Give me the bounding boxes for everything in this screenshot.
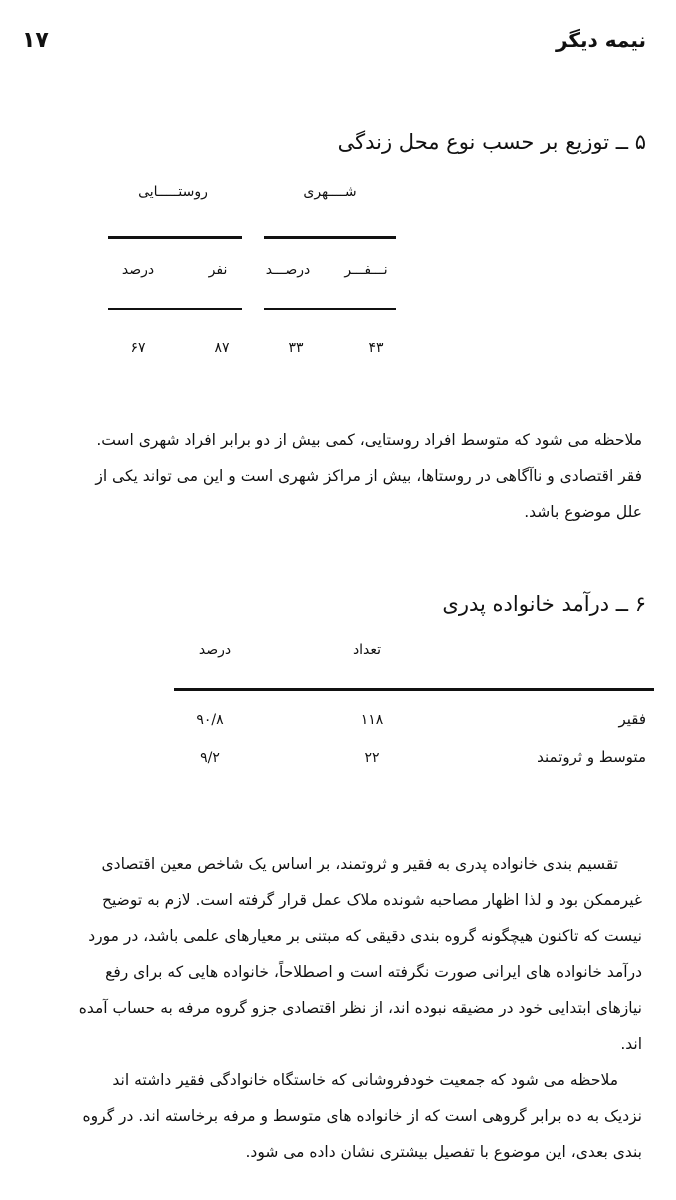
section-6-paragraph-1 bbox=[26, 846, 642, 1062]
paragraph-line: نزدیک به ده برابر گروهی است که از خانواده های متوسط و مرفه برخاسته اند. در گروه bbox=[82, 1107, 642, 1125]
table-cell: ۴۳ bbox=[368, 340, 384, 356]
paragraph-line: علل موضوع باشد. bbox=[524, 503, 642, 521]
paragraph-line: درآمد خانواده های ایرانی صورت نگرفته است و اصطلاحاً، خانواده هایی که برای رفع bbox=[105, 963, 642, 981]
paragraph-line: نیازهای ابتدایی خود در مضیقه نبوده اند، از نظر اقتصادی جزو گروه مرفه به حساب آمده bbox=[78, 999, 642, 1017]
table-rule-rural bbox=[108, 236, 242, 239]
row-label: فقیر bbox=[618, 710, 646, 728]
table-cell: ۶۷ bbox=[130, 340, 146, 356]
column-header: نفر bbox=[208, 262, 228, 278]
section-5-paragraph bbox=[26, 422, 642, 530]
section-5-heading: ۵ ــ توزیع بر حسب نوع محل زندگی bbox=[337, 130, 646, 154]
row-percent: ۹/۲ bbox=[200, 750, 220, 766]
paragraph-line: ملاحظه می شود که جمعیت خودفروشانی که خاستگاه خانوادگی فقیر داشته اند bbox=[112, 1071, 618, 1089]
paragraph-line: اند. bbox=[620, 1035, 642, 1053]
table-rule bbox=[174, 688, 654, 691]
row-count: ۱۱۸ bbox=[360, 712, 384, 728]
group-header-urban: شــــهری bbox=[303, 184, 357, 200]
table-rule-urban bbox=[264, 236, 396, 239]
row-percent: ۹۰/۸ bbox=[196, 712, 224, 728]
group-header-rural: روستـــــایی bbox=[138, 184, 208, 200]
paragraph-line: ملاحظه می شود که متوسط افراد روستایی، کمی بیش از دو برابر افراد شهری است. bbox=[96, 431, 642, 449]
column-header: درصـــد bbox=[265, 262, 311, 278]
paragraph-line: بندی بعدی، این موضوع با تفصیل بیشتری نشان داده می شود. bbox=[245, 1143, 642, 1161]
paragraph-line: فقر اقتصادی و ناآگاهی در روستاها، بیش از مراکز شهری است و این می تواند یکی از bbox=[95, 467, 642, 485]
column-header-count: تعداد bbox=[352, 642, 382, 658]
running-header-title: نیمه دیگر bbox=[555, 28, 646, 52]
column-header: نـــفـــر bbox=[344, 262, 388, 278]
table-cell: ۳۳ bbox=[288, 340, 304, 356]
paragraph-line: نیست که تاکنون هیچگونه گروه بندی دقیقی که مبتنی بر معیارهای علمی باشد، در مورد bbox=[88, 927, 642, 945]
section-6-paragraph-2 bbox=[26, 1062, 642, 1170]
paragraph-line: غیرممکن بود و لذا اظهار مصاحبه شونده ملاک عمل قرار گرفته است. لازم به توضیح bbox=[101, 891, 642, 909]
table-cell: ۸۷ bbox=[214, 340, 230, 356]
table-rule-urban-lower bbox=[264, 308, 396, 310]
column-header-percent: درصد bbox=[198, 642, 232, 658]
row-label: متوسط و ثروتمند bbox=[537, 748, 646, 766]
page-number: ۱۷ bbox=[22, 28, 49, 53]
row-count: ۲۲ bbox=[364, 750, 380, 766]
column-header: درصد bbox=[121, 262, 155, 278]
table-rule-rural-lower bbox=[108, 308, 242, 310]
paragraph-line: تقسیم بندی خانواده پدری به فقیر و ثروتمند، بر اساس یک شاخص معین اقتصادی bbox=[101, 855, 618, 873]
section-6-heading: ۶ ــ درآمد خانواده پدری bbox=[442, 592, 646, 616]
